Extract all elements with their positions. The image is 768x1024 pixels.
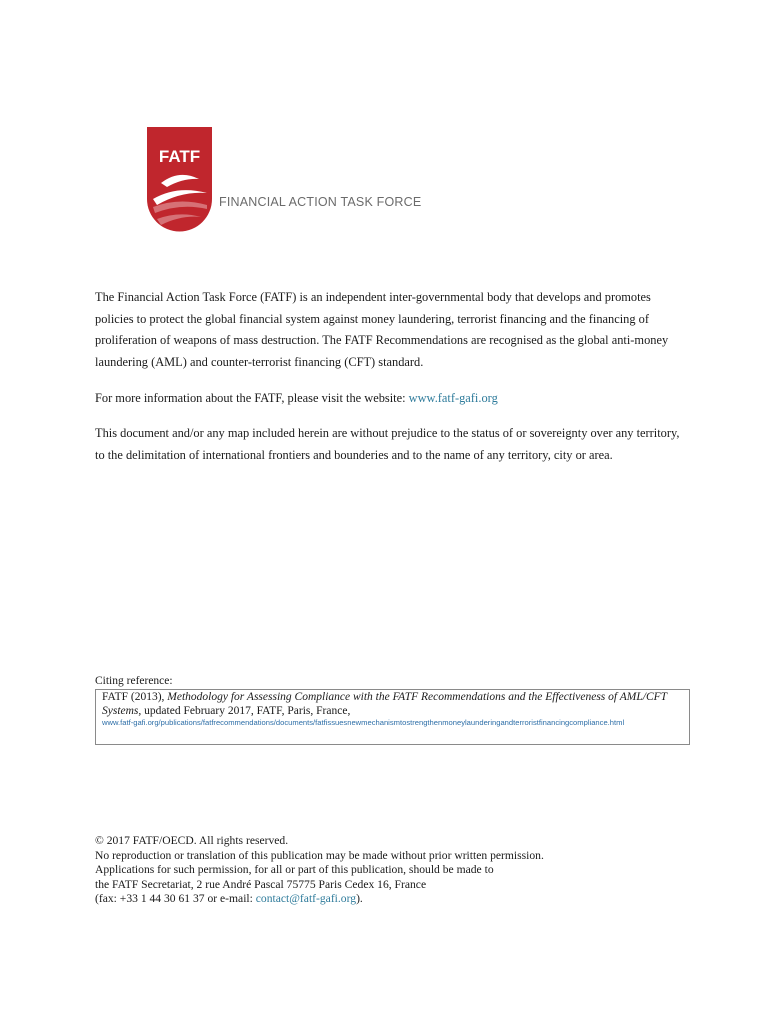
- citing-suffix: updated February 2017, FATF, Paris, France,: [141, 705, 351, 717]
- copyright-block: [95, 834, 715, 907]
- email-link[interactable]: contact@fatf-gafi.org: [255, 892, 357, 905]
- copyright-line: © 2017 FATF/OECD. All rights reserved.: [95, 834, 289, 847]
- citing-url-link[interactable]: www.fatf-gafi.org/publications/fatfrecommendations/documents/fatfissuesnewmechanismtostrengthenmoneylaunderingandterroristfinancingcompliance.html: [102, 718, 625, 727]
- info-text: For more information about the FATF, please visit the website:: [95, 391, 409, 405]
- reproduction-notice: No reproduction or translation of this publication may be made without prior written permission.: [95, 848, 544, 862]
- fatf-logo: [147, 127, 213, 233]
- contact-suffix: ).: [356, 892, 363, 905]
- citing-reference-box: [95, 689, 690, 745]
- info-paragraph: [95, 388, 690, 410]
- intro-paragraph: The Financial Action Task Force (FATF) is an independent inter-governmental body that develops and promotes policies to protect the global financial system against money laundering, terrorist financing and the financing of proliferation of weapons of mass destruction. The FATF Recommendations are recognised as the global anti-money laundering (AML) and counter-terrorist financing (CFT) standard.: [95, 290, 669, 369]
- citing-title: Methodology for Assessing Compliance with the FATF Recommendations and the Effectiveness of AML/CFT Systems,: [102, 691, 667, 717]
- secretariat-address: the FATF Secretariat, 2 rue André Pascal 75775 Paris Cedex 16, France: [95, 877, 427, 891]
- permission-notice: Applications for such permission, for all or part of this publication, should be made to: [95, 863, 494, 876]
- fax-text: (fax: +33 1 44 30 61 37 or e-mail:: [95, 892, 256, 905]
- citing-reference-label: Citing reference:: [95, 675, 173, 687]
- organization-name: FINANCIAL ACTION TASK FORCE: [219, 195, 422, 209]
- fatf-shield-icon: [147, 127, 213, 233]
- website-link[interactable]: www.fatf-gafi.org: [408, 391, 498, 405]
- logo-text: FATF: [158, 147, 201, 166]
- disclaimer-paragraph: This document and/or any map included herein are without prejudice to the status of or sovereignty over any territory, to the delimitation of international frontiers and bounderies and to the name of any territory, city or area.: [95, 426, 680, 462]
- citing-prefix: FATF (2013),: [102, 691, 168, 703]
- contact-line: [95, 892, 715, 907]
